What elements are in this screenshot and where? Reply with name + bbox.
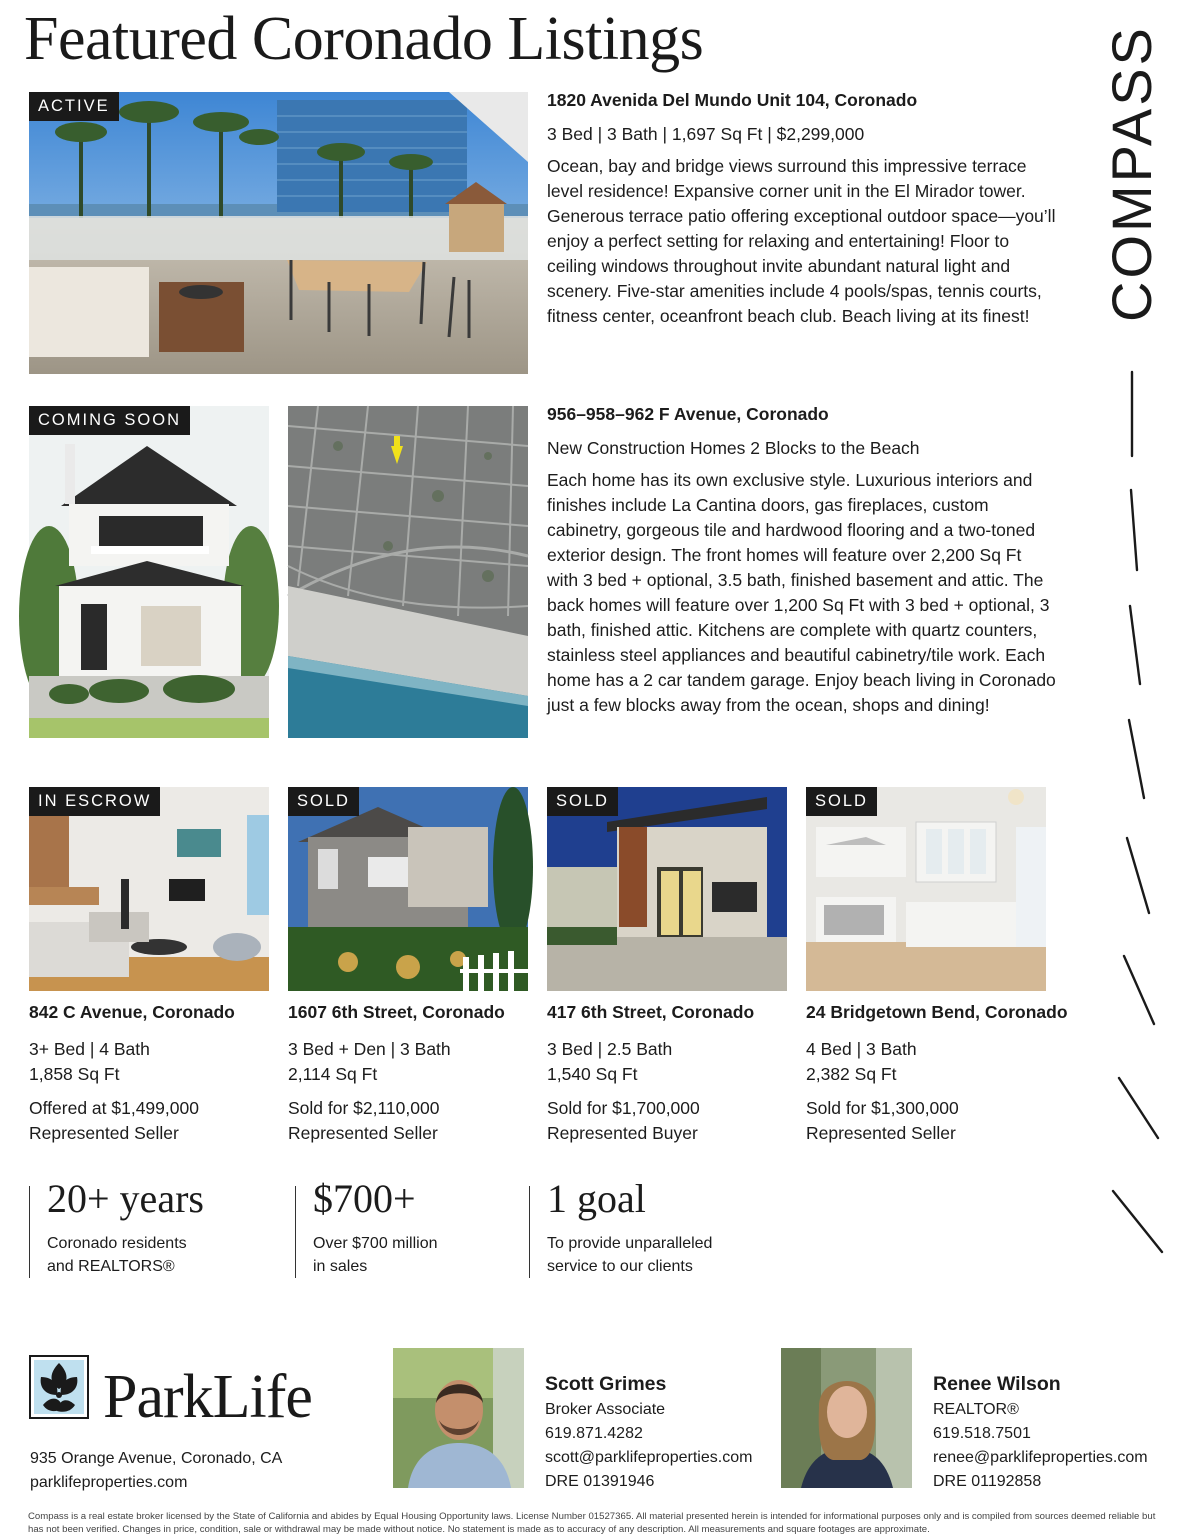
agent-contact: [933, 1371, 1148, 1494]
agent-email[interactable]: scott@parklifeproperties.com: [545, 1449, 753, 1466]
card-sqft: 2,114 Sq Ft: [288, 1064, 378, 1084]
stat-figure: 20+ years: [47, 1176, 204, 1221]
stat-caption-line: and REALTORS®: [47, 1258, 175, 1275]
card-price: Sold for $1,300,000: [806, 1098, 959, 1118]
card-photo-craftsman-house: [288, 787, 528, 991]
agent-name: Scott Grimes: [545, 1373, 667, 1395]
card-rooms: 3+ Bed | 4 Bath: [29, 1039, 150, 1059]
modern-house-image: [547, 787, 787, 991]
listing-photo-terrace: [29, 92, 528, 374]
card-details: [806, 1002, 1086, 1146]
listing-address: 1820 Avenida Del Mundo Unit 104, Coronado: [547, 90, 918, 110]
stat-caption-line: To provide unparalleled: [547, 1235, 713, 1252]
card-represented: Represented Seller: [806, 1123, 956, 1143]
parklife-wordmark: ParkLife: [103, 1363, 312, 1431]
agent-dre: DRE 01391946: [545, 1473, 655, 1490]
office-website[interactable]: parklifeproperties.com: [30, 1473, 188, 1491]
compass-logo-text: COMPASS: [1100, 25, 1163, 322]
card-represented: Represented Buyer: [547, 1123, 698, 1143]
card-details: [547, 1002, 797, 1146]
card-status-badge: SOLD: [547, 787, 618, 816]
card-photo-modern-house: [547, 787, 787, 991]
compass-stripes-graphic: [1095, 368, 1175, 1258]
listing-photo-house-rendering: [29, 406, 269, 738]
house-rendering-image: [29, 406, 269, 738]
stat-caption-line: Over $700 million: [313, 1235, 438, 1252]
office-address: 935 Orange Avenue, Coronado, CA: [30, 1450, 283, 1467]
card-status-badge: SOLD: [806, 787, 877, 816]
card-status-badge: IN ESCROW: [29, 787, 160, 816]
office-info: [30, 1447, 282, 1494]
listing-status-badge: ACTIVE: [29, 92, 119, 121]
living-room-image: [29, 787, 269, 991]
card-details: [29, 1002, 279, 1146]
agent-name: Renee Wilson: [933, 1373, 1061, 1395]
stat-years: [29, 1176, 279, 1278]
stat-caption-line: Coronado residents: [47, 1235, 187, 1252]
terrace-photo-image: [29, 92, 528, 374]
agent-phone[interactable]: 619.871.4282: [545, 1425, 643, 1442]
parklife-logo: [29, 1355, 349, 1431]
agent-title: REALTOR®: [933, 1401, 1019, 1418]
card-photo-kitchen: [806, 787, 1046, 991]
card-address: 1607 6th Street, Coronado: [288, 1002, 505, 1022]
card-address: 24 Bridgetown Bend, Coronado: [806, 1002, 1068, 1022]
listing-description: Each home has its own exclusive style. Luxurious interiors and finishes include La Cantina doors, gas fireplaces, custom cabinetry, gorgeous tile and hardwood flooring and a two-toned exterior design. The front homes will feature over 2,200 Sq Ft with 3 bed + optional, 3.5 bath, finished basement and attic. The back homes will feature over 1,200 Sq Ft with 3 bed + optional, 3 bath, finished attic. Kitchens are complete with quartz counters, stainless steel appliances and beautiful cabinetry/tile work. Each home has a 2 car tandem garage. Enjoy beach living in Coronado just a few blocks away from the ocean, shops and dining!: [547, 470, 1056, 715]
stat-caption-line: in sales: [313, 1258, 368, 1275]
compass-logo: [1100, 12, 1163, 324]
card-photo-living-room: [29, 787, 269, 991]
stat-figure: $700+: [313, 1176, 416, 1221]
card-represented: Represented Seller: [288, 1123, 438, 1143]
craftsman-house-image: [288, 787, 528, 991]
legal-disclaimer: Compass is a real estate broker licensed by the State of California and abides by Equal Housing Opportunity laws. License Number 01527365. All material presented herein is intended for informational purposes only and is compiled from sources deemed reliable but has not been verified. Changes in price, condition, sale or withdrawal may be made without notice. No statement is made as to accuracy of any description. All measurements and square footages are approximate.: [28, 1511, 1156, 1535]
listing-status-badge: COMING SOON: [29, 406, 190, 435]
agent-dre: DRE 01192858: [933, 1473, 1042, 1490]
listing-photo-aerial-map: [288, 406, 528, 738]
agent-photo-scott: [393, 1348, 524, 1488]
aerial-map-image: [288, 406, 528, 738]
agent-portrait-image: [781, 1348, 912, 1488]
card-details: [288, 1002, 538, 1146]
stat-caption-line: service to our clients: [547, 1258, 693, 1275]
card-sqft: 1,540 Sq Ft: [547, 1064, 638, 1084]
card-rooms: 4 Bed | 3 Bath: [806, 1039, 917, 1059]
agent-photo-renee: [781, 1348, 912, 1488]
card-address: 842 C Avenue, Coronado: [29, 1002, 235, 1022]
card-sqft: 1,858 Sq Ft: [29, 1064, 120, 1084]
card-status-badge: SOLD: [288, 787, 359, 816]
card-price: Offered at $1,499,000: [29, 1098, 199, 1118]
listing-address: 956–958–962 F Avenue, Coronado: [547, 404, 829, 424]
agent-email[interactable]: renee@parklifeproperties.com: [933, 1449, 1148, 1466]
card-rooms: 3 Bed + Den | 3 Bath: [288, 1039, 451, 1059]
card-price: Sold for $1,700,000: [547, 1098, 700, 1118]
listing-description: Ocean, bay and bridge views surround this impressive terrace level residence! Expansive corner unit in the El Mirador tower. Generous terrace patio offering exceptional outdoor space—you’ll enjoy a perfect setting for relaxing and entertaining! Floor to ceiling windows throughout invite abundant natural light and scenery. Five-star amenities include 4 pools/spas, tennis courts, fitness center, oceanfront beach club. Beach living at its finest!: [547, 156, 1056, 326]
listing-specs: 3 Bed | 3 Bath | 1,697 Sq Ft | $2,299,000: [547, 124, 865, 144]
card-represented: Represented Seller: [29, 1123, 179, 1143]
stat-goal: [529, 1176, 779, 1278]
stat-sales: [295, 1176, 515, 1278]
agent-title: Broker Associate: [545, 1401, 666, 1418]
kitchen-image: [806, 787, 1046, 991]
agent-phone[interactable]: 619.518.7501: [933, 1425, 1031, 1442]
card-address: 417 6th Street, Coronado: [547, 1002, 755, 1022]
listing-specs: New Construction Homes 2 Blocks to the Beach: [547, 438, 920, 458]
page-title: Featured Coronado Listings: [24, 5, 704, 73]
card-rooms: 3 Bed | 2.5 Bath: [547, 1039, 673, 1059]
listing-details: [547, 90, 1057, 329]
listing-details: [547, 404, 1057, 718]
card-price: Sold for $2,110,000: [288, 1098, 440, 1118]
card-sqft: 2,382 Sq Ft: [806, 1064, 897, 1084]
agent-portrait-image: [393, 1348, 524, 1488]
agent-contact: [545, 1371, 752, 1494]
stat-figure: 1 goal: [547, 1176, 646, 1221]
